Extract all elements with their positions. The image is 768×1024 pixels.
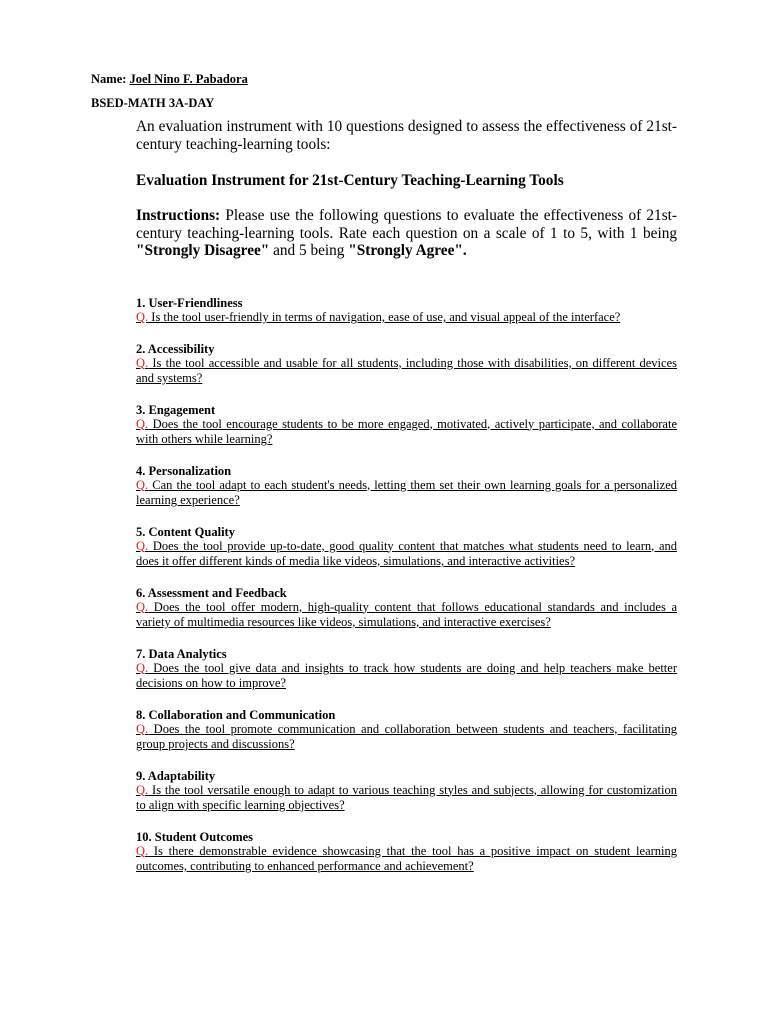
question-title: 9. Adaptability — [136, 768, 216, 783]
question-body: Is there demonstrable evidence showcasing that the tool has a positive impact on student learning outcomes, contributing to enhanced performance and achievement? — [136, 843, 677, 873]
question-marker: Q. — [136, 310, 149, 324]
question-body: Does the tool encourage students to be more engaged, motivated, actively participate, and collaborate with others while learning? — [136, 416, 677, 446]
strongly-disagree-label: "Strongly Disagree" — [136, 242, 270, 259]
question-title: 6. Assessment and Feedback — [136, 585, 287, 600]
question-title: 7. Data Analytics — [136, 646, 227, 661]
question-text — [136, 310, 677, 326]
name-label: Name: — [91, 72, 127, 86]
question-text — [136, 722, 677, 753]
question-body: Is the tool versatile enough to adapt to various teaching styles and subjects, allowing for customization to align with specific learning objectives? — [136, 782, 677, 812]
question-marker: Q. — [136, 782, 149, 797]
question-list — [136, 296, 677, 875]
question-title: 5. Content Quality — [136, 524, 235, 539]
question-marker: Q. — [136, 538, 149, 553]
question-text — [136, 783, 677, 814]
question-item — [136, 296, 677, 326]
instructions-text: Please use the following questions to evaluate the effectiveness of 21st-century teaching-learning tools. Rate each question on a scale of 1 to 5, with 1 being — [136, 207, 677, 242]
question-body: Is the tool user-friendly in terms of navigation, ease of use, and visual appeal of the interface? — [148, 310, 621, 324]
question-title: 2. Accessibility — [136, 341, 215, 356]
question-marker: Q. — [136, 660, 149, 675]
instructions-paragraph — [136, 207, 677, 260]
instructions-text-middle: and 5 being — [269, 242, 349, 259]
question-text — [136, 600, 677, 631]
question-text — [136, 661, 677, 692]
question-body: Does the tool provide up-to-date, good quality content that matches what students need to learn, and does it offer different kinds of media like videos, simulations, and interactive activities? — [136, 538, 677, 568]
intro-paragraph: An evaluation instrument with 10 questions designed to assess the effectiveness of 21st-century teaching-learning tools: — [136, 118, 677, 153]
question-text — [136, 844, 677, 875]
question-body: Can the tool adapt to each student's needs, letting them set their own learning goals for a personalized learning experience? — [136, 477, 677, 507]
course-section: BSED-MATH 3A-DAY — [91, 96, 215, 110]
strongly-agree-label: "Strongly Agree". — [348, 242, 467, 259]
question-body: Does the tool give data and insights to track how students are doing and help teachers make better decisions on how to improve? — [136, 660, 677, 690]
instructions-label: Instructions: — [136, 207, 221, 224]
question-item — [136, 464, 677, 509]
question-item — [136, 708, 677, 753]
question-title: 10. Student Outcomes — [136, 829, 254, 844]
question-text — [136, 417, 677, 448]
document-title: Evaluation Instrument for 21st-Century Teaching-Learning Tools — [136, 172, 564, 189]
question-item — [136, 647, 677, 692]
question-text — [136, 356, 677, 387]
question-title: 3. Engagement — [136, 402, 216, 417]
question-text — [136, 539, 677, 570]
question-item — [136, 403, 677, 448]
question-marker: Q. — [136, 355, 149, 370]
question-body: Does the tool promote communication and collaboration between students and teachers, facilitating group projects and discussions? — [136, 721, 677, 751]
question-title: 4. Personalization — [136, 463, 232, 478]
question-text — [136, 478, 677, 509]
question-item — [136, 769, 677, 814]
question-marker: Q. — [136, 599, 149, 614]
question-body: Is the tool accessible and usable for all students, including those with disabilities, on different devices and systems? — [136, 355, 677, 385]
question-item — [136, 342, 677, 387]
student-name: Joel Nino F. Pabadora — [129, 72, 248, 86]
question-marker: Q. — [136, 721, 149, 736]
question-marker: Q. — [136, 843, 149, 858]
question-title: 8. Collaboration and Communication — [136, 707, 336, 722]
question-marker: Q. — [136, 416, 149, 431]
question-title: 1. User-Friendliness — [136, 296, 243, 310]
question-item — [136, 525, 677, 570]
question-body: Does the tool offer modern, high-quality content that follows educational standards and includes a variety of multimedia resources like videos, simulations, and interactive exercises? — [136, 599, 677, 629]
student-name-line — [91, 72, 248, 87]
question-item — [136, 586, 677, 631]
question-item — [136, 830, 677, 875]
question-marker: Q. — [136, 477, 149, 492]
